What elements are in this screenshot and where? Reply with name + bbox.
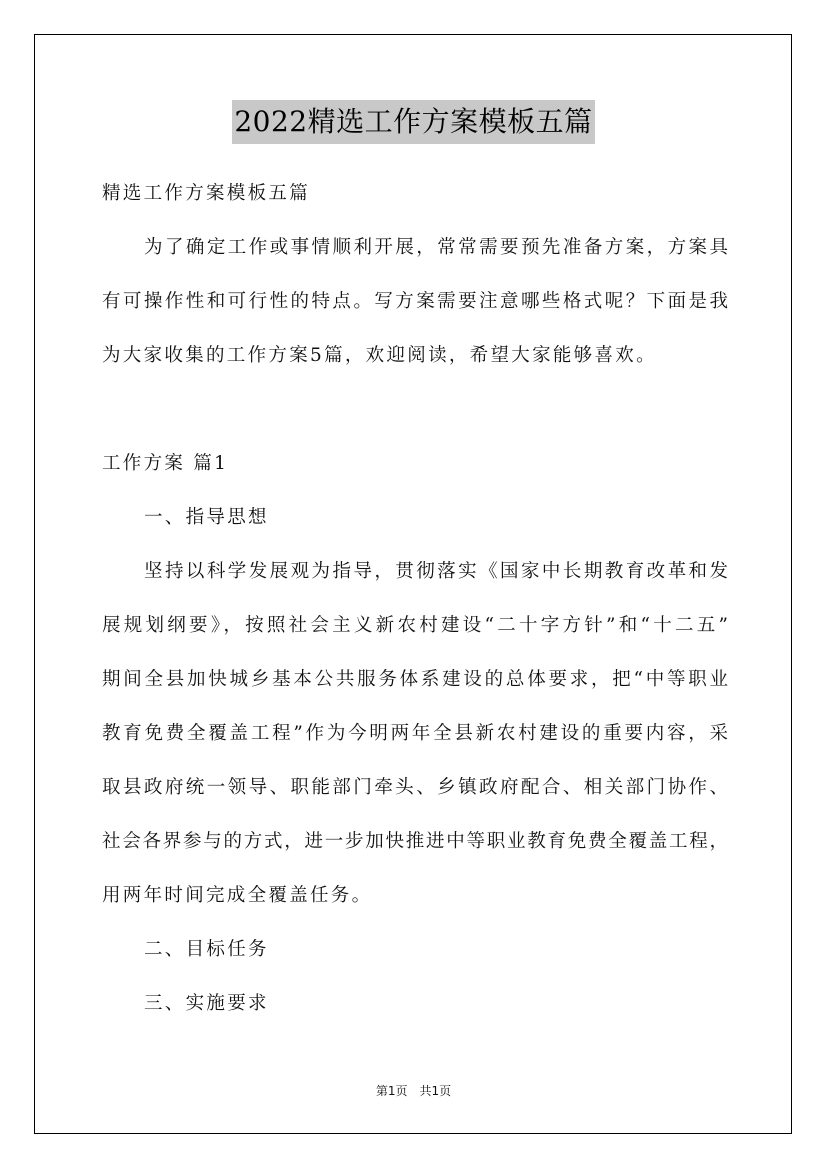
document-subtitle: 精选工作方案模板五篇 bbox=[102, 183, 311, 204]
body-line: 教育免费全覆盖工程”作为今明两年全县新农村建设的重要内容，采 bbox=[102, 723, 728, 744]
title-container bbox=[0, 100, 827, 144]
intro-line: 为了确定工作或事情顺利开展，常常需要预先准备方案，方案具 bbox=[144, 237, 728, 258]
body-line: 取县政府统一领导、职能部门牵头、乡镇政府配合、相关部门协作、 bbox=[102, 777, 728, 798]
body-line: 期间全县加快城乡基本公共服务体系建设的总体要求，把“中等职业 bbox=[102, 669, 728, 690]
document-title: 2022精选工作方案模板五篇 bbox=[232, 100, 594, 144]
part2-heading: 二、目标任务 bbox=[144, 939, 269, 960]
part3-heading: 三、实施要求 bbox=[144, 993, 269, 1014]
body-line: 坚持以科学发展观为指导，贯彻落实《国家中长期教育改革和发 bbox=[144, 561, 728, 582]
intro-line: 有可操作性和可行性的特点。写方案需要注意哪些格式呢？下面是我 bbox=[102, 291, 728, 312]
body-line: 社会各界参与的方式，进一步加快推进中等职业教育免费全覆盖工程， bbox=[102, 831, 728, 852]
body-line: 用两年时间完成全覆盖任务。 bbox=[102, 885, 373, 906]
body-line: 展规划纲要》，按照社会主义新农村建设“二十字方针”和“十二五” bbox=[102, 615, 728, 636]
part1-heading: 一、指导思想 bbox=[144, 507, 269, 528]
intro-line: 为大家收集的工作方案5篇，欢迎阅读，希望大家能够喜欢。 bbox=[102, 345, 657, 366]
section-heading: 工作方案 篇1 bbox=[102, 453, 229, 474]
page-number: 第1页 共1页 bbox=[375, 1084, 452, 1098]
